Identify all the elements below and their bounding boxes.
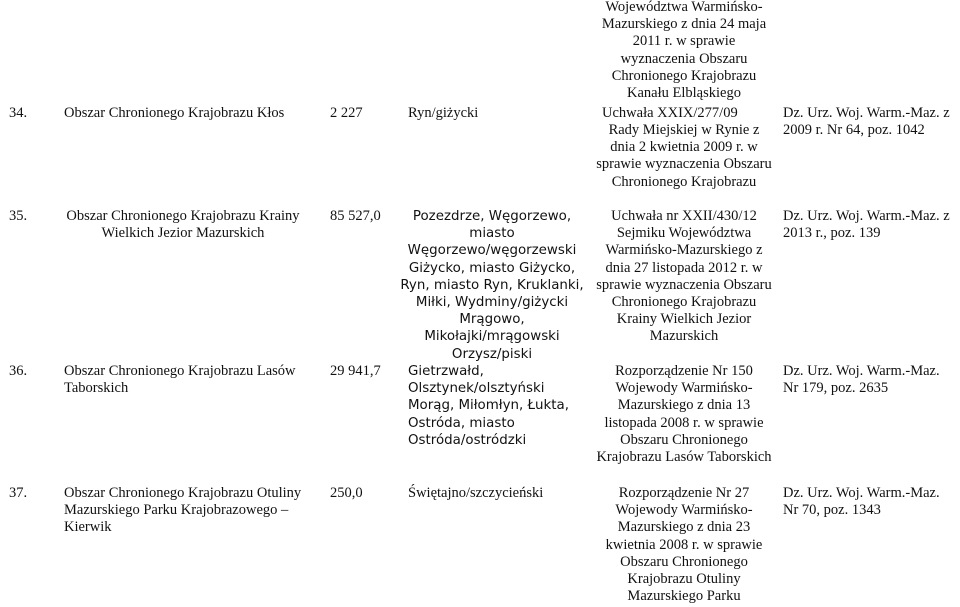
area-name-cell: Obszar Chronionego Krajobrazu Otuliny Mazurskiego Parku Krajobrazowego – Kierwik bbox=[64, 485, 302, 536]
legal-act-cell: Rozporządzenie Nr 27 Wojewody Warmińsko-Mazurskiego z dnia 23 kwietnia 2008 r. w sprawie Obszaru Chronionego Krajobrazu Otuliny Mazurskiego Parku bbox=[605, 485, 763, 605]
area-size-cell: 29 941,7 bbox=[330, 363, 381, 379]
legal-act-cell: Rozporządzenie Nr 150 Wojewody Warmińsko-Mazurskiego z dnia 13 listopada 2008 r. w sprawie Obszaru Chronionego Krajobrazu Lasów Taborskich bbox=[596, 363, 772, 466]
row-number: 35. bbox=[9, 208, 28, 224]
area-name-cell: Obszar Chronionego Krajobrazu Krainy Wielkich Jezior Mazurskich bbox=[66, 208, 300, 242]
area-size-cell: 85 527,0 bbox=[330, 208, 381, 224]
area-size-cell: 2 227 bbox=[330, 105, 363, 121]
row-number: 37. bbox=[9, 485, 28, 501]
location-cell: Pozezdrze, Węgorzewo, miasto Węgorzewo/węgorzewski Giżycko, miasto Giżycko, Ryn, miasto Ryn, Kruklanki, Miłki, Wydminy/giżycki Mrągowo, Mikołajki/mrągowski Orzysz/piski bbox=[400, 209, 584, 362]
area-name-cell: Obszar Chronionego Krajobrazu Kłos bbox=[64, 105, 285, 121]
publication-cell: Dz. Urz. Woj. Warm.-Maz. z 2009 r. Nr 64, poz. 1042 bbox=[783, 105, 950, 139]
publication-cell: Dz. Urz. Woj. Warm.-Maz. z 2013 r., poz. 139 bbox=[783, 208, 950, 242]
area-name-cell: Obszar Chronionego Krajobrazu Lasów Taborskich bbox=[64, 363, 296, 397]
location-cell: Ryn/giżycki bbox=[408, 105, 479, 121]
legal-act-cell: Województwa Warmińsko-Mazurskiego z dnia 24 maja 2011 r. w sprawie wyznaczenia Obszaru Chronionego Krajobrazu Kanału Elbląskiego bbox=[601, 0, 767, 102]
location-cell: Świętajno/szczycieński bbox=[408, 485, 544, 501]
area-size-cell: 250,0 bbox=[330, 485, 363, 501]
publication-cell: Dz. Urz. Woj. Warm.-Maz. Nr 179, poz. 2635 bbox=[783, 363, 940, 397]
legal-act-cell: Uchwała nr XXII/430/12 Sejmiku Województwa Warmińsko-Mazurskiego z dnia 27 listopada 2012 r. w sprawie wyznaczenia Obszaru Chronionego Krajobrazu Krainy Wielkich Jezior Mazurskich bbox=[596, 208, 772, 345]
publication-cell: Dz. Urz. Woj. Warm.-Maz. Nr 70, poz. 1343 bbox=[783, 485, 940, 519]
legal-act-title: Uchwała XXIX/277/09 bbox=[602, 105, 738, 121]
legal-act-cell: Rady Miejskiej w Rynie z dnia 2 kwietnia 2009 r. w sprawie wyznaczenia Obszaru Chronionego Krajobrazu bbox=[596, 122, 772, 190]
location-cell: Gietrzwałd, Olsztynek/olsztyński Morąg, Miłomłyn, Łukta, Ostróda, miasto Ostróda/ostródzki bbox=[408, 364, 569, 448]
row-number: 34. bbox=[9, 105, 28, 121]
row-number: 36. bbox=[9, 363, 28, 379]
